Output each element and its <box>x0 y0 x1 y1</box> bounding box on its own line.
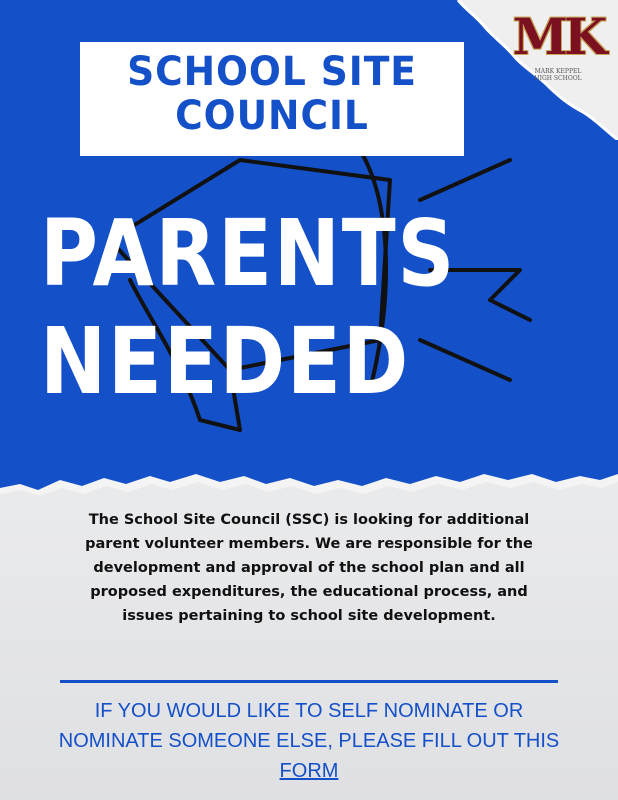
headline-line1: PARENTS <box>40 200 457 307</box>
body-paragraph <box>44 508 574 628</box>
headline-line2: NEEDED <box>40 308 411 415</box>
title-line1: SCHOOL SITE <box>127 49 417 95</box>
body-line5: issues pertaining to school site development. <box>122 608 496 624</box>
logo-caption-line1: MARK KEPPEL <box>534 68 582 75</box>
cta-line1: IF YOU WOULD LIKE TO SELF NOMINATE OR <box>94 700 524 722</box>
form-link[interactable]: FORM <box>279 760 339 782</box>
school-logo <box>505 6 611 84</box>
logo-caption <box>505 68 611 82</box>
logo-caption-line2: HIGH SCHOOL <box>534 75 582 82</box>
logo-letters: MK <box>512 7 604 66</box>
body-line2: parent volunteer members. We are responsible for the <box>85 536 533 552</box>
call-to-action <box>20 696 598 786</box>
title-line2: COUNCIL <box>175 93 369 139</box>
body-line3: development and approval of the school plan and all <box>93 560 525 576</box>
body-line4: proposed expenditures, the educational process, and <box>90 584 528 600</box>
title-box <box>80 42 464 156</box>
headline <box>40 200 504 416</box>
divider <box>60 680 558 683</box>
cta-line2: NOMINATE SOMEONE ELSE, PLEASE FILL OUT THIS <box>58 730 560 752</box>
body-line1: The School Site Council (SSC) is looking for additional <box>88 512 530 528</box>
page-title <box>92 50 453 138</box>
